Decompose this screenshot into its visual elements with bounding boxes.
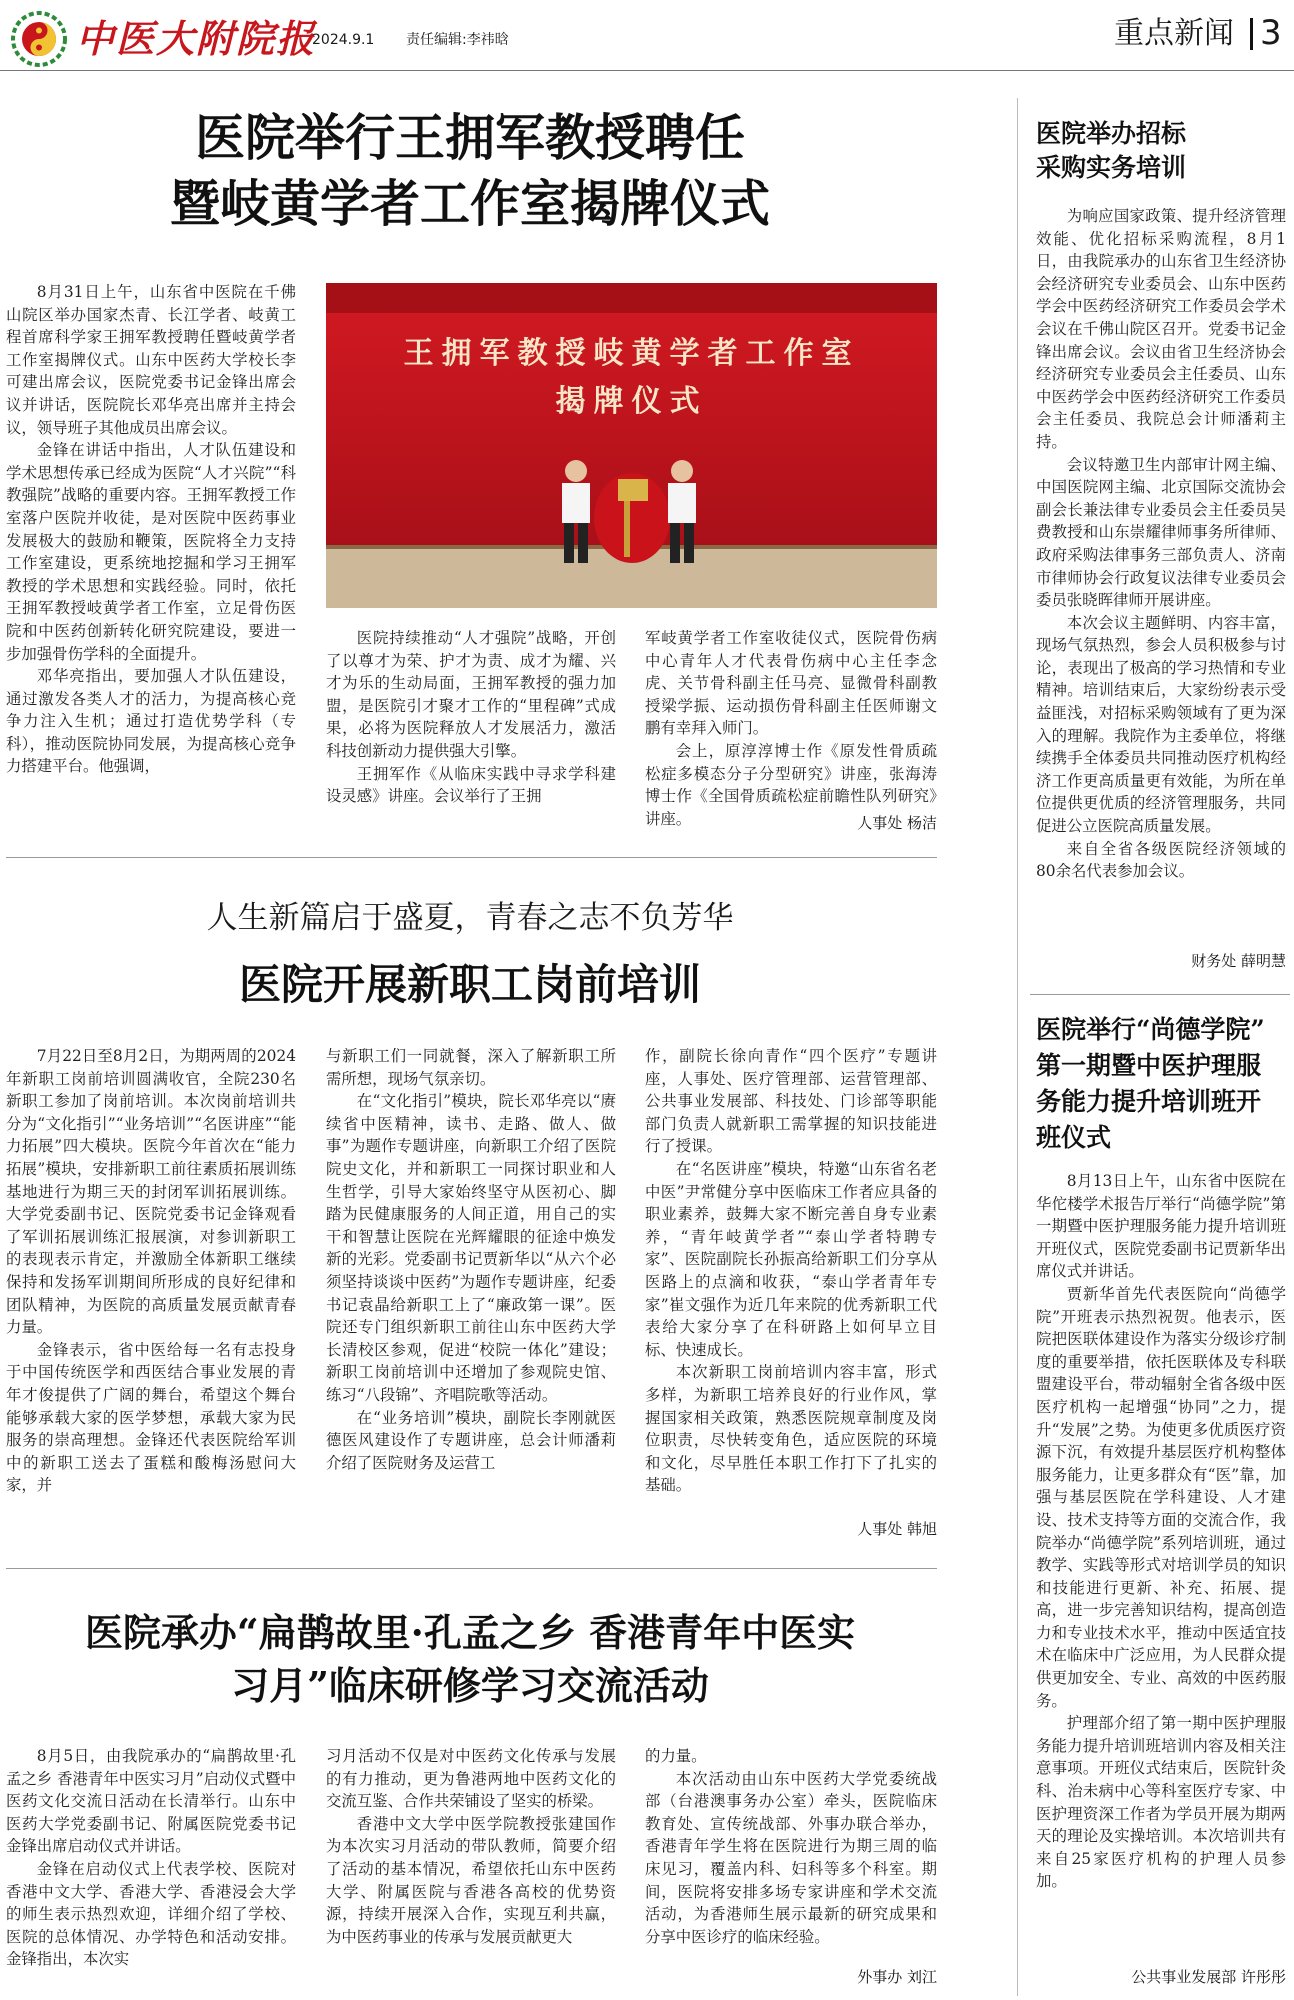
article1-bottom-rule [6, 857, 937, 858]
article1-col3: 军岐黄学者工作室收徒仪式，医院骨伤病中心青年人才代表骨伤病中心主任李念虎、关节骨科副主任马亮、显微骨科副教授梁学振、运动损伤骨科副主任医师谢文鹏有幸拜入师门。 会上，原淳淳博士作《原发性骨质疏松症多模态分子分型研究》讲座，张海涛博士作《全国骨质疏松症前瞻性队列研究》讲座。 [645, 629, 937, 828]
article3-col1: 8月5日，由我院承办的“扁鹊故里·孔孟之乡 香港青年中医实习月”启动仪式暨中医药文化交流日活动在长清举行。山东中医药大学党委副书记、附属医院党委书记金锋出席启动仪式并讲话。 金锋在启动仪式上代表学校、医院对香港中文大学、香港大学、香港浸会大学的师生表示热烈欢迎，详细介绍了学校、医院的总体情况、办学特色和活动安排。金锋指出，本次实 [6, 1747, 296, 1969]
article3-title-line2: 习月”临床研修学习交流活动 [231, 1663, 709, 1708]
sidebar2-title-line2: 第一期暨中医护理服 [1036, 1051, 1262, 1080]
article2-col3: 作，副院长徐向青作“四个医疗”专题讲座，人事处、医疗管理部、运营管理部、公共事业发展部、科技处、门诊部等职能部门负责人就新职工需掌握的知识技能进行了授课。 在“名医讲座”模块，特邀“山东省名老中医”尹常健分享中医临床工作者应具备的职业素养，鼓舞大家不断完善自身专业素养，“青年岐黄学者”“泰山学者特聘专家”、医院副院长孙振高给新职工们分享从医路上的点滴和收获，“泰山学者青年专家”崔文强作为近几年来院的优秀新职工代表给大家分享了在科研路上如何早立目标、快速成长。 本次新职工岗前培训内容丰富，形式多样，为新职工培养良好的行业作风，掌握国家相关政策，熟悉医院规章制度及岗位职责，尽快转变角色，适应医院的环境和文化，尽早胜任本职工作打下了扎实的基础。 [645, 1047, 937, 1495]
article3-byline: 外事办 刘江 [857, 1968, 937, 1986]
issue-date: 2024.9.1 [312, 32, 375, 48]
article2-title: 医院开展新职工岗前培训 [238, 960, 701, 1009]
page-number: 3 [1260, 13, 1282, 53]
article1-title-line2: 暨岐黄学者工作室揭牌仪式 [170, 174, 770, 233]
photo-banner-line2: 揭牌仪式 [555, 384, 708, 419]
sidebar-divider-rule [1030, 994, 1290, 995]
article1-byline: 人事处 杨洁 [857, 814, 937, 832]
article3-col3: 的力量。 本次活动由山东中医药大学党委统战部（台港澳事务办公室）牵头，医院临床教育处、宣传统战部、外事办联合举办，香港青年学生将在医院进行为期三周的临床见习，覆盖内科、妇科等多个科室。期间，医院将安排多场专家讲座和学术交流活动，为香港师生展示最新的研究成果和分享中医诊疗的临床经验。 [645, 1747, 937, 1946]
article1-title-line1: 医院举行王拥军教授聘任 [195, 108, 745, 167]
taiji-logo-icon [10, 10, 68, 68]
sidebar1-title-line1: 医院举办招标 [1036, 119, 1187, 148]
header-rule [0, 70, 1294, 71]
sidebar2-title-line3: 务能力提升培训班开 [1036, 1087, 1262, 1116]
article2-col1: 7月22日至8月2日，为期两周的2024年新职工岗前培训圆满收官，全院230名新职工参加了岗前培训。本次岗前培训共分为“文化指引”“业务培训”“名医讲座”“能力拓展”四大模块。医院今年首次在“能力拓展”模块，安排新职工前往素质拓展训练基地进行为期三天的封闭军训拓展训练。大学党委副书记、医院党委书记金锋观看了军训拓展训练汇报展演，对参训新职工的表现表示肯定，并激励全体新职工继续保持和发扬军训期间所形成的良好纪律和团队精神，为医院的高质量发展贡献青春力量。 金锋表示，省中医给每一名有志投身于中国传统医学和西医结合事业发展的青年才俊提供了广阔的舞台，希望这个舞台能够承载大家的医学梦想，承载大家为民服务的崇高理想。金锋还代表医院给军训中的新职工送去了蛋糕和酸梅汤慰问大家，并 [6, 1047, 296, 1495]
article1-col1: 8月31日上午，山东省中医院在千佛山院区举办国家杰青、长江学者、岐黄工程首席科学家王拥军教授聘任暨岐黄学者工作室揭牌仪式。山东中医药大学校长李可建出席会议，医院党委书记金锋出席会议并讲话，医院院长邓华亮出席并主持会议，领导班子其他成员出席会议。 金锋在讲话中指出，人才队伍建设和学术思想传承已经成为医院“人才兴院”“科教强院”战略的重要内容。王拥军教授工作室落户医院并收徒，是对医院中医药事业发展极大的鼓励和鞭策，医院将全力支持工作室建设，更系统地挖掘和学习王拥军教授的学术思想和实践经验。同时，依托王拥军教授岐黄学者工作室，立足骨伤医院和中医药创新转化研究院建设，要进一步加强骨伤学科的全面提升。 邓华亮指出，要加强人才队伍建设，通过激发各类人才的活力，为提高核心竞争力注入生机；通过打造优势学科（专科），推动医院协同发展，为提高核心竞争力搭建平台。他强调， [6, 283, 296, 776]
section-divider [1250, 18, 1253, 50]
sidebar2-title-line1: 医院举行“尚德学院” [1036, 1015, 1265, 1044]
editor-credit: 责任编辑:李祎晗 [406, 32, 509, 48]
article2-col2: 与新职工们一同就餐，深入了解新职工所需所想，现场气氛亲切。 在“文化指引”模块，院长邓华亮以“赓续省中医精神，读书、走路、做人、做事”为题作专题讲座，向新职工介绍了医院院史文化，并和新职工一同探讨职业和人生哲学，引导大家始终坚守从医初心、脚踏为民健康服务的人间正道，用自己的实干和智慧让医院在光辉耀眼的征途中焕发新的光彩。党委副书记贾新华以“从六个必须坚持谈谈中医药”为题作专题讲座，纪委书记袁晶给新职工上了“廉政第一课”。医院还专门组织新职工前往山东中医药大学长清校区参观，促进“校院一体化”建设；新职工岗前培训中还增加了参观院史馆、练习“八段锦”、齐唱院歌等活动。 在“业务培训”模块，副院长李刚就医德医风建设作了专题讲座，总会计师潘莉介绍了医院财务及运营工 [326, 1047, 616, 1472]
sidebar1-byline: 财务处 薛明慧 [1191, 952, 1286, 970]
article3-title-line1: 医院承办“扁鹊故里·孔孟之乡 香港青年中医实 [84, 1610, 856, 1655]
masthead-logo [10, 10, 68, 68]
article1-col2: 医院持续推动“人才强院”战略，开创了以尊才为荣、护才为责、成才为耀、兴才为乐的生动局面，王拥军教授的强力加盟，是医院引才聚才工作的“里程碑”式成果，必将为医院释放人才发展活力，激活科技创新动力提供强大引擎。 王拥军作《从临床实践中寻求学科建设灵感》讲座。会议举行了王拥 [326, 629, 616, 806]
article2-byline: 人事处 韩旭 [857, 1520, 937, 1538]
sidebar2-byline: 公共事业发展部 许彤彤 [1131, 1968, 1286, 1986]
sidebar1-title-line2: 采购实务培训 [1036, 153, 1187, 182]
paper-name: 中医大附院报 [76, 16, 317, 61]
main-sidebar-divider [1017, 98, 1018, 1996]
photo-banner-line1: 王拥军教授岐黄学者工作室 [403, 336, 860, 371]
article1-photo [326, 283, 937, 608]
article2-bottom-rule [6, 1568, 937, 1569]
sidebar2-body: 8月13日上午，山东省中医院在华佗楼学术报告厅举行“尚德学院”第一期暨中医护理服务能力提升培训班开班仪式，医院党委副书记贾新华出席仪式并讲话。 贾新华首先代表医院向“尚德学院”开班表示热烈祝贺。他表示，医院把医联体建设作为落实分级诊疗制度的重要举措，依托医联体及专科联盟建设平台，带动辐射全省各级中医医疗机构一起增强“协同”之力，提升“发展”之势。为使更多优质医疗资源下沉，有效提升基层医疗机构整体服务能力，让更多群众有“医”靠，加强与基层医院在学科建设、人才建设、技术支持等方面的交流合作，我院举办“尚德学院”系列培训班，通过教学、实践等形式对培训学员的知识和技能进行更新、补充、拓展、提高，进一步完善知识结构，提高创造力和专业技术水平，推动中医适宜技术在临床中广泛应用，为人民群众提供更加安全、专业、高效的中医药服务。 护理部介绍了第一期中医护理服务能力提升培训班培训内容及相关注意事项。开班仪式结束后，医院针灸科、治未病中心等科室医疗专家、中医护理资深工作者为学员开展为期两天的理论及实操培训。本次培训共有来自25家医疗机构的护理人员参加。 [1036, 1172, 1286, 1891]
article3-col2: 习月活动不仅是对中医药文化传承与发展的有力推动，更为鲁港两地中医药文化的交流互鉴、合作共荣铺设了坚实的桥梁。 香港中文大学中医学院教授张建国作为本次实习月活动的带队教师，简要介绍了活动的基本情况，希望依托山东中医药大学、附属医院与香港各高校的优势资源，持续开展深入合作，实现互利共赢，为中医药事业的传承与发展贡献更大 [326, 1747, 616, 1946]
section-name: 重点新闻 [1114, 16, 1234, 51]
sidebar2-title-line4: 班仪式 [1036, 1123, 1112, 1152]
article2-subtitle: 人生新篇启于盛夏，青春之志不负芳华 [206, 900, 734, 936]
ceremony-photo-scene [326, 283, 937, 608]
sidebar1-body: 为响应国家政策、提升经济管理效能、优化招标采购流程，8月1日，由我院承办的山东省卫生经济协会经济研究专业委员会、山东中医药学会中医药经济研究工作委员会学术会议在千佛山院区召开。党委书记金锋出席会议。会议由省卫生经济协会经济研究专业委员会主任委员、山东中医药学会中医药经济研究工作委员会主任委员、我院总会计师潘莉主持。 会议特邀卫生内部审计网主编、中国医院网主编、北京国际交流协会副会长兼法律专业委员会主任委员吴费教授和山东崇耀律师事务所律师、政府采购法律事务三部负责人、济南市律师协会行政复议法律专业委员会委员张晓晖律师开展讲座。 本次会议主题鲜明、内容丰富，现场气氛热烈，参会人员积极参与讨论，表现出了极高的学习热情和专业精神。培训结束后，大家纷纷表示受益匪浅，对招标采购领域有了更为深入的理解。我院作为主委单位，将继续携手全体委员共同推动医疗机构经济工作更高质量更有效能，为所在单位提供更优质的经济管理服务，共同促进公立医院高质量发展。 来自全省各级医院经济领域的80余名代表参加会议。 [1036, 207, 1286, 881]
